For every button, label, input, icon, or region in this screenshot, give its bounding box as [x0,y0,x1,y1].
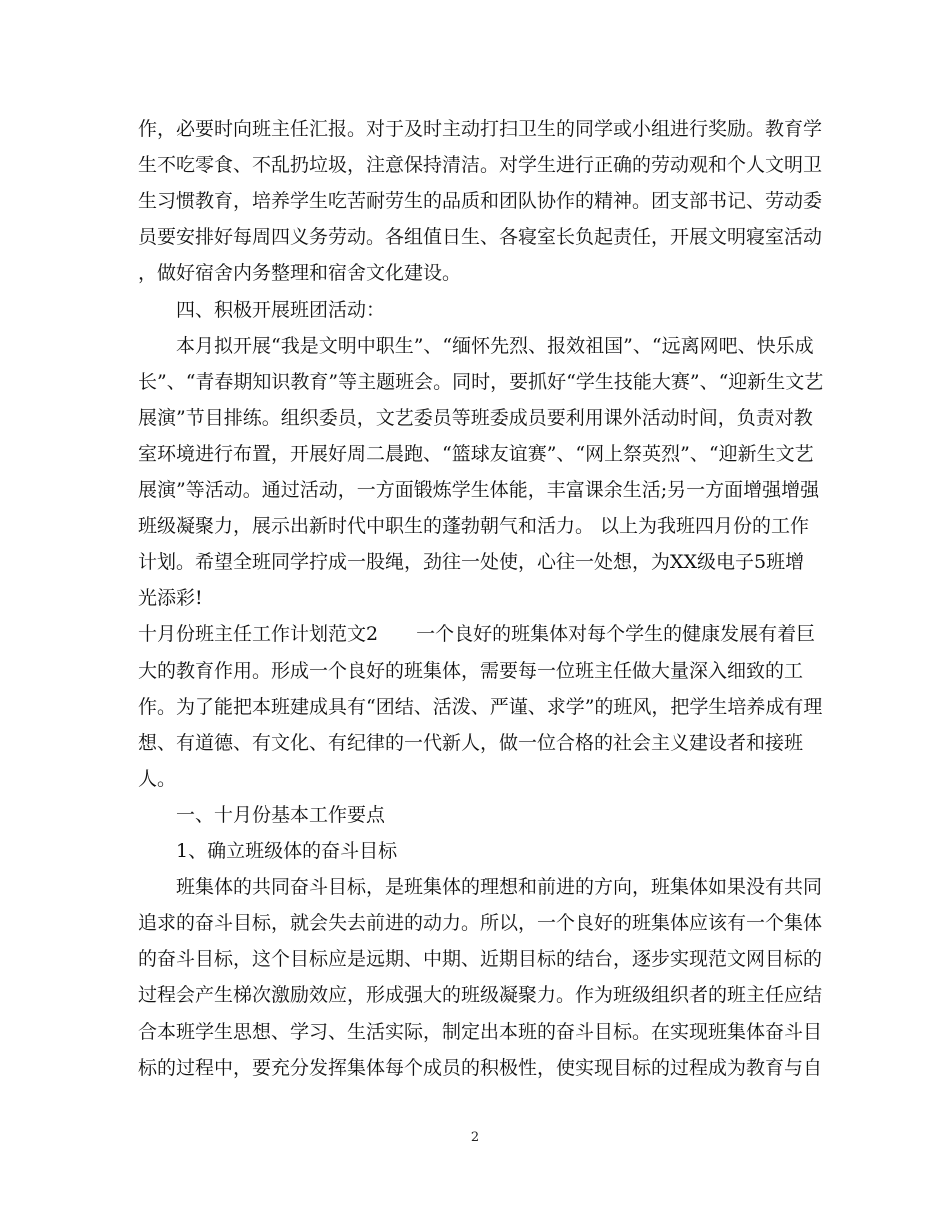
text-line: 人。 [138,767,177,790]
text-line: 追求的奋斗目标，就会失去前进的动力。所以，一个良好的班集体应该有一个集体 [138,912,823,935]
text-line: 本月拟开展“我是文明中职生”、“缅怀先烈、报效祖国”、“远离网吧、快乐成 [176,334,814,357]
text-line: 过程会产生梯次激励效应，形成强大的班级凝聚力。作为班级组织者的班主任应结 [138,984,823,1007]
text-line: 标的过程中，要充分发挥集体每个成员的积极性，使实现目标的过程成为教育与自 [138,1056,823,1079]
text-line: 室环境进行布置，开展好周二晨跑、“篮球友谊赛”、“网上祭英烈”、“迎新生文艺 [138,442,814,465]
text-line: 展演”等活动。通过活动，一方面锻炼学生体能，丰富课余生活;另一方面增强增强 [138,479,820,501]
text-line: 展演”节目排练。组织委员，文艺委员等班委成员要利用课外活动时间，负责对教 [138,406,813,429]
text-line: 班集体的共同奋斗目标，是班集体的理想和前进的方向，班集体如果没有共同 [176,876,823,899]
text-line: 作。为了能把本班建成具有“团结、活泼、严谨、求学”的班风，把学生培养成有理 [138,695,823,718]
text-line: 长”、“青春期知识教育”等主题班会。同时，要抓好“学生技能大赛”、“迎新生文艺 [138,370,824,393]
text-line: 班级凝聚力，展示出新时代中职生的蓬勃朝气和活力。 以上为我班四月份的工作 [138,515,810,538]
text-line: 想、有道德、有文化、有纪律的一代新人，做一位合格的社会主义建设者和接班 [138,731,804,754]
text-line: 一、十月份基本工作要点 [176,803,386,826]
text-line: 四、积极开展班团活动： [176,298,386,321]
text-line: 大的教育作用。形成一个良好的班集体，需要每一位班主任做大量深入细致的工 [138,659,804,682]
text-line: 合本班学生思想、学习、生活实际，制定出本班的奋斗目标。在实现班集体奋斗目 [138,1020,823,1043]
text-line: 生习惯教育，培养学生吃苦耐劳生的品质和团队协作的精神。团支部书记、劳动委 [138,190,823,213]
page-number: 2 [470,1130,480,1145]
text-line: 生不吃零食、不乱扔垃圾，注意保持清洁。对学生进行正确的劳动观和个人文明卫 [138,154,823,177]
text-line: 十月份班主任工作计划范文2 一个良好的班集体对每个学生的健康发展有着巨 [138,623,816,646]
text-line: ，做好宿舍内务整理和宿舍文化建设。 [138,262,462,285]
text-line: 计划。希望全班同学拧成一股绳，劲往一处使，心往一处想，为XX级电子5班增 [138,551,805,574]
text-line: 的奋斗目标，这个目标应是远期、中期、近期目标的结台，逐步实现范文网目标的 [138,948,823,971]
text-line: 1、确立班级体的奋斗目标 [176,840,398,862]
text-line: 作，必要时向班主任汇报。对于及时主动打扫卫生的同学或小组进行奖励。教育学 [138,118,823,140]
text-line: 光添彩! [138,587,203,610]
text-line: 员要安排好每周四义务劳动。各组值日生、各寝室长负起责任，开展文明寝室活动 [138,226,823,249]
